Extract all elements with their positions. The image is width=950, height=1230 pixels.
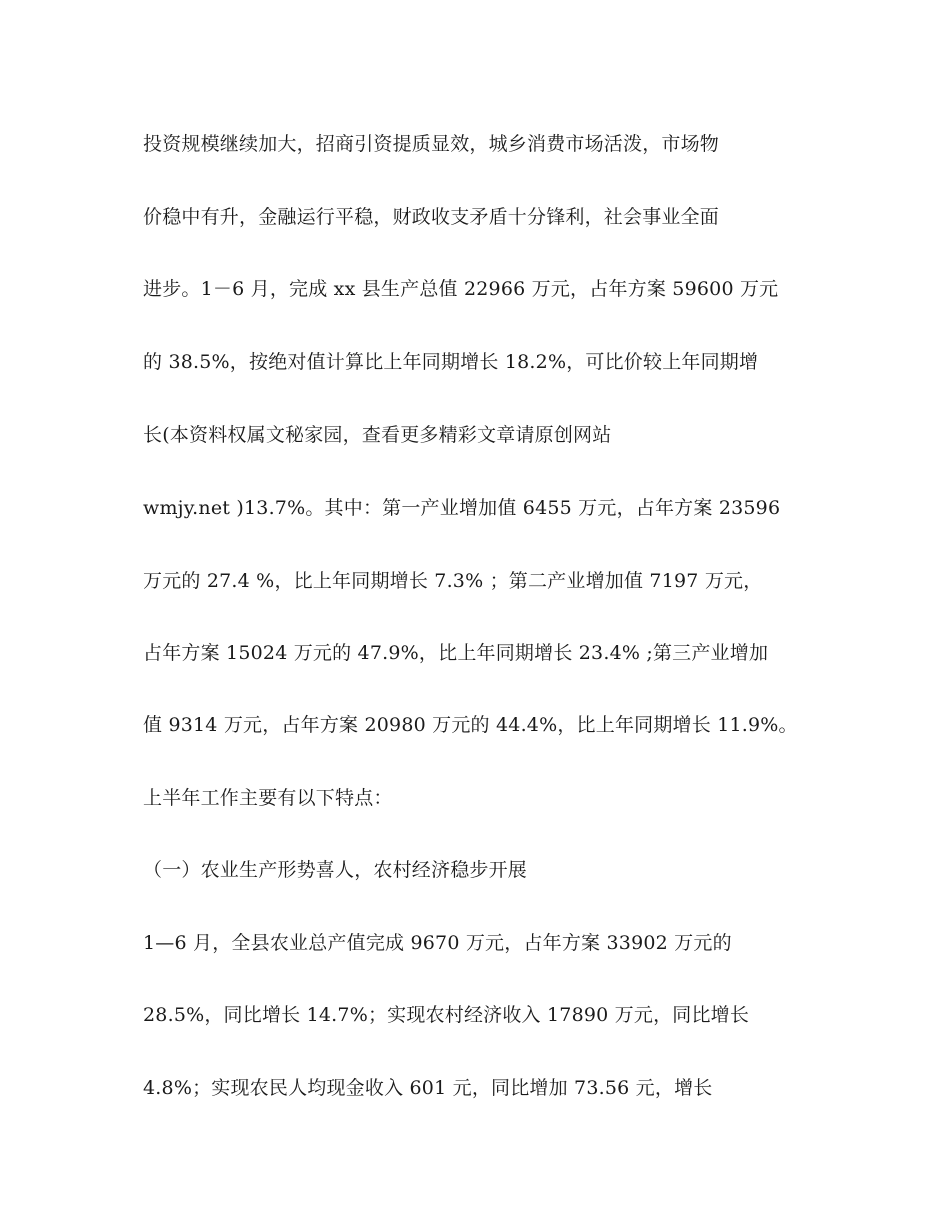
paragraph-line: 万元的 27.4 %，比上年同期增长 7.3% ；第二产业增加值 7197 万元， xyxy=(143,570,763,592)
section-heading: （一）农业生产形势喜人，农村经济稳步开展 xyxy=(143,859,528,881)
paragraph-line: 上半年工作主要有以下特点： xyxy=(143,787,393,809)
paragraph-line: 进步。1－6 月，完成 xx 县生产总值 22966 万元，占年方案 59600 万元 xyxy=(143,278,779,300)
paragraph-line: 1—6 月，全县农业总产值完成 9670 万元，占年方案 33902 万元的 xyxy=(143,932,732,954)
paragraph-line: wmjy.net )13.7%。其中：第一产业增加值 6455 万元，占年方案 23596 xyxy=(143,497,781,519)
paragraph-line: 长(本资料权属文秘家园，查看更多精彩文章请原创网站 xyxy=(143,424,612,446)
paragraph-line: 4.8%；实现农民人均现金收入 601 元，同比增加 73.56 元，增长 xyxy=(143,1077,713,1099)
paragraph-line: 28.5%，同比增长 14.7%；实现农村经济收入 17890 万元，同比增长 xyxy=(143,1004,750,1026)
paragraph-line: 值 9314 万元，占年方案 20980 万元的 44.4%，比上年同期增长 11.9%。 xyxy=(143,714,798,736)
paragraph-line: 价稳中有升，金融运行平稳，财政收支矛盾十分锋利，社会事业全面 xyxy=(143,206,720,228)
paragraph-line: 投资规模继续加大，招商引资提质显效，城乡消费市场活泼，市场物 xyxy=(143,133,720,155)
paragraph-line: 占年方案 15024 万元的 47.9%，比上年同期增长 23.4% ;第三产业增加 xyxy=(143,642,769,664)
paragraph-line: 的 38.5%，按绝对值计算比上年同期增长 18.2%，可比价较上年同期增 xyxy=(143,351,759,373)
